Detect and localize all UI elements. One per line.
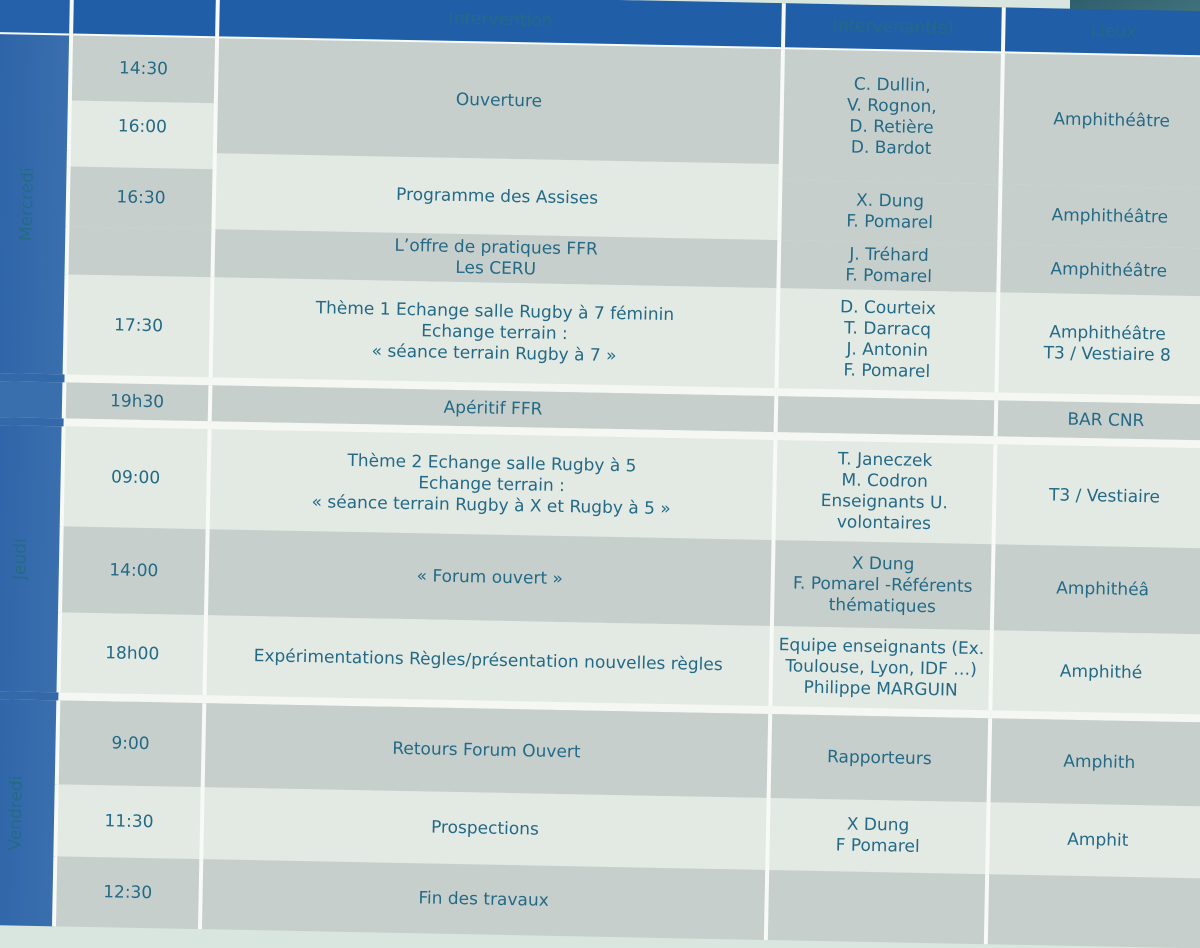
intervenants-cell: Equipe enseignants (Ex. Toulouse, Lyon, IDF …) Philippe MARGUIN: [770, 626, 991, 710]
lieu-cell: Amphithé: [990, 630, 1200, 714]
lieu-cell: Amphithéâtre T3 / Vestiaire 8: [996, 292, 1200, 396]
intervenants-cell: Rapporteurs: [769, 714, 991, 802]
intervention-cell: L’offre de pratiques FFR Les CERU: [212, 229, 779, 288]
day-label-vendredi: Vendredi: [0, 699, 58, 926]
intervention-cell: Expérimentations Règles/présentation nouvelles règles: [204, 615, 771, 706]
time-cell: 12:30: [54, 856, 201, 929]
time-cell: 16:30: [67, 166, 214, 229]
header-intervenants: Intervenant(s): [783, 3, 1004, 52]
lieu-cell: Amphithéâtre: [998, 244, 1200, 296]
intervenants-cell: [766, 870, 987, 944]
time-cell: 18h00: [58, 612, 206, 695]
time-cell: 14:00: [60, 526, 208, 615]
header-intervention: Intervention: [217, 0, 784, 48]
time-cell: 09:00: [62, 426, 210, 529]
time-cell: 14:30: [70, 34, 217, 103]
intervention-cell: Thème 1 Echange salle Rugby à 7 féminin Echange terrain : « séance terrain Rugby à 7 »: [211, 277, 779, 388]
lieu-cell: BAR CNR: [996, 400, 1200, 440]
intervention-cell: Thème 2 Echange salle Rugby à 5 Echange terrain : « séance terrain Rugby à X et Rugby à 5 »: [208, 429, 776, 540]
header-day-cell: [0, 0, 72, 34]
lieu-cell: T3 / Vestiaire: [994, 444, 1200, 548]
header-time-cell: [71, 0, 218, 37]
header-lieux: Lieux: [1003, 7, 1200, 56]
intervenants-cell: C. Dullin, V. Rognon, D. Retière D. Bardot: [780, 48, 1002, 184]
intervenants-cell: X Dung F. Pomarel -Référents thématiques: [772, 540, 994, 630]
lieu-cell: Amphit: [987, 802, 1200, 878]
lieu-cell: Amphithéâ: [992, 544, 1200, 634]
day-label-mercredi: Mercredi: [0, 33, 71, 374]
day-label-empty: [0, 381, 64, 418]
day-label-jeudi: Jeudi: [0, 425, 64, 692]
intervenants-cell: X Dung F Pomarel: [767, 798, 988, 874]
time-cell: 9:00: [57, 700, 205, 787]
intervention-cell: Fin des travaux: [200, 859, 767, 940]
intervention-cell: Prospections: [201, 787, 768, 870]
lieu-cell: Amphithéâtre: [999, 184, 1200, 248]
time-cell: 19h30: [64, 382, 211, 421]
lieu-cell: Amphithéâtre: [1000, 52, 1200, 188]
intervenants-cell: [776, 396, 997, 436]
time-cell: 17:30: [65, 274, 213, 377]
intervention-cell: Ouverture: [215, 37, 783, 164]
intervenants-cell: D. Courteix T. Darracq J. Antonin F. Pomarel: [776, 288, 998, 392]
intervention-cell: Programme des Assises: [213, 153, 780, 240]
lieu-cell: Amphith: [989, 718, 1200, 806]
intervenants-cell: X. Dung F. Pomarel: [779, 180, 1000, 244]
intervention-cell: Retours Forum Ouvert: [203, 703, 771, 798]
intervenants-cell: J. Tréhard F. Pomarel: [778, 240, 999, 292]
time-cell: 11:30: [55, 784, 202, 859]
lieu-cell: [986, 874, 1200, 948]
intervention-cell: Apéritif FFR: [210, 385, 777, 432]
time-cell: 16:00: [69, 100, 216, 153]
intervenants-cell: T. Janeczek M. Codron Enseignants U. volontaires: [774, 440, 996, 544]
intervention-cell: « Forum ouvert »: [206, 529, 774, 626]
